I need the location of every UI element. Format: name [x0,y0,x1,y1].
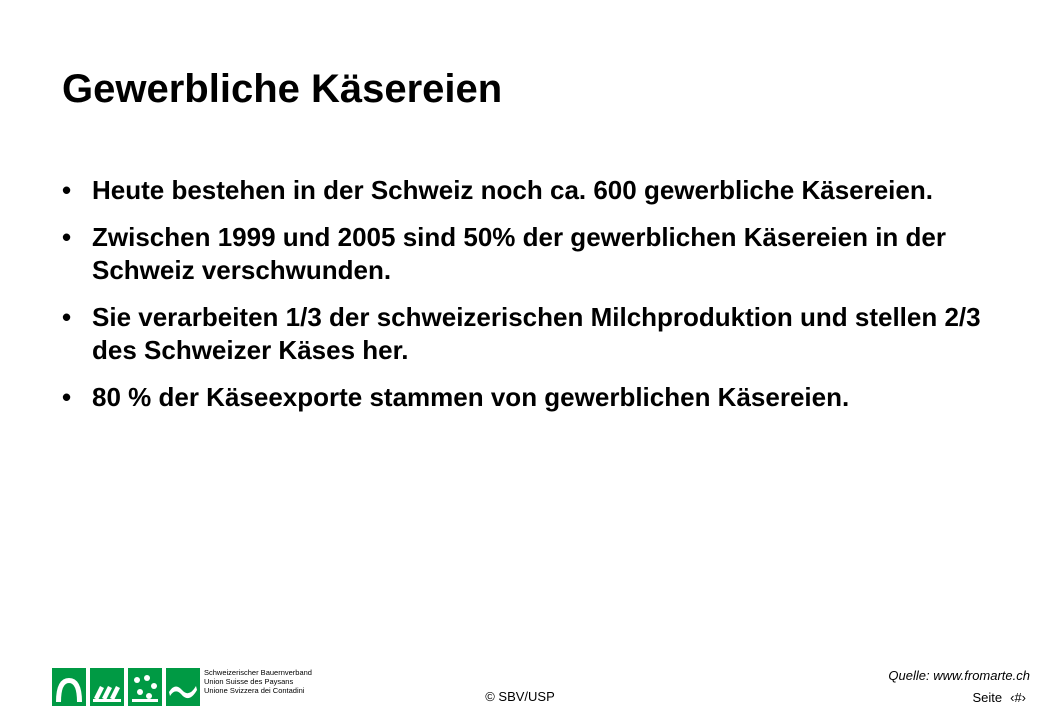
copyright-notice: © SBV/USP [485,689,555,704]
bullet-item [62,221,1002,287]
bullet-dot: • [62,175,72,205]
org-name-fr: Union Suisse des Paysans [204,677,294,686]
bullet-dot: • [62,382,72,412]
bullet-text: Heute bestehen in der Schweiz noch ca. 600 gewerbliche Käsereien. [92,175,933,205]
page-indicator [972,690,1026,705]
bullet-dot: • [62,222,72,252]
source-citation: Quelle: www.fromarte.ch [888,668,1030,683]
org-name-de: Schweizerischer Bauernverband [204,668,312,677]
slide-title: Gewerbliche Käsereien [62,67,503,111]
bullet-item [62,381,1002,414]
bullet-item [62,301,1002,367]
bullet-text: 80 % der Käseexporte stammen von gewerblichen Käsereien. [92,382,850,412]
bullet-dot: • [62,302,72,332]
bullet-text: Sie verarbeiten 1/3 der schweizerischen Milchproduktion und stellen 2/3 des Schweizer Käses her. [92,302,981,365]
bullet-text: Zwischen 1999 und 2005 sind 50% der gewerblichen Käsereien in der Schweiz verschwunden. [92,222,947,285]
page-number: ‹#› [1010,690,1026,705]
org-name-it: Unione Svizzera dei Contadini [204,686,305,695]
bullet-list [62,174,1002,428]
bullet-item [62,174,1002,207]
page-label: Seite [972,690,1003,705]
